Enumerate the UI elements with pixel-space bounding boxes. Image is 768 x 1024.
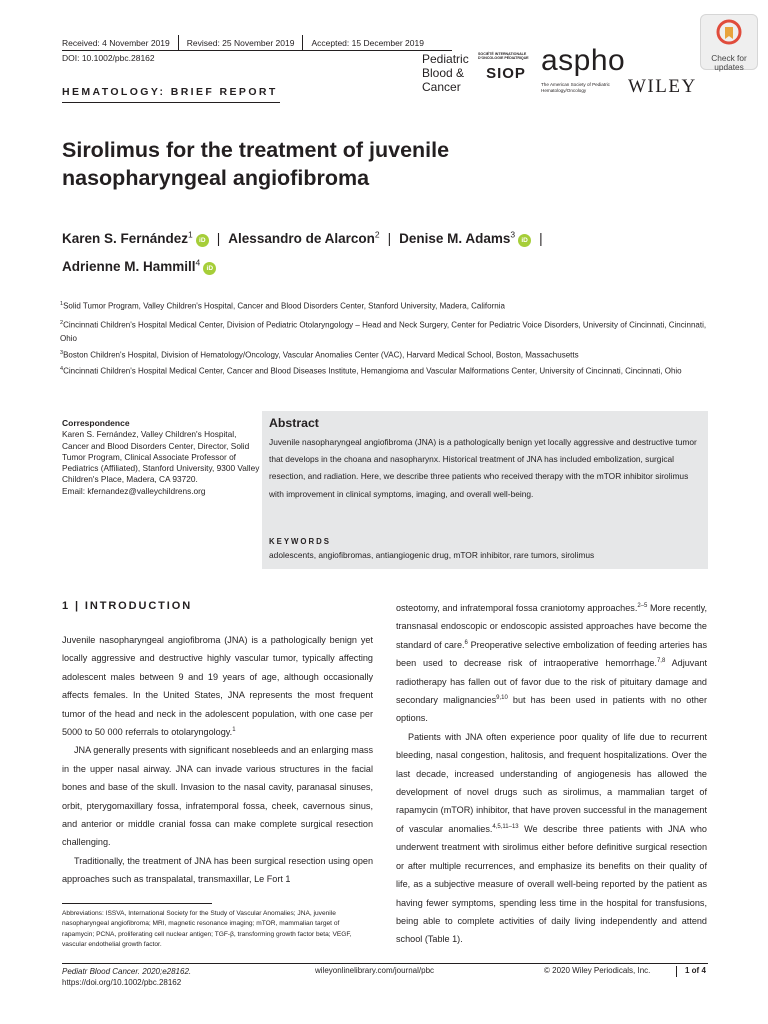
- citation[interactable]: 2–5: [637, 602, 648, 609]
- correspondence-body: Karen S. Fernández, Valley Children's Hospital, Cancer and Blood Disorders Center, Director, Solid Tumor Program, Clinical Associate Professor of Pediatrics (Affiliated), Stanford University, 9300 Valley Children's Place, Madera, CA 93720.: [62, 429, 260, 485]
- correspondence: [62, 418, 262, 497]
- paragraph: Patients with JNA often experience poor quality of life due to recurrent bleeding, nasal congestion, halitosis, and frequent hospitalizations. Over the last decade, increased understanding of angiogenesis has allowed the development of novel drugs such as sirolimus, a mammalian target of rapamycin (mTOR) inhibitor, that have proven successful in the management of vascular anomalies.$^{4,5,11-13}$ We describe three patients with JNA who underwent treatment with sirolimus either before definitive surgical resection or after multiple recurrences, and emphasize its benefits on their quality of life, as a subjective measure of overall well-being reported by the patient as having fewer symptoms, spending less time in the hospital for transfusions, being able to complete activities of daily living independently and attend school (Table 1).: [396, 731, 707, 945]
- pediatric-blood-cancer-logo: [422, 52, 469, 94]
- orcid-icon[interactable]: iD: [518, 234, 531, 247]
- citation[interactable]: 7,8: [656, 658, 666, 665]
- abstract-heading: Abstract: [269, 416, 319, 430]
- correspondence-email[interactable]: Email: kfernandez@valleychildrens.org: [62, 485, 206, 496]
- divider: [676, 966, 677, 977]
- aspho-subtitle: The American Society of Pediatric Hematology/Oncology: [541, 82, 610, 93]
- siop-logo: [480, 62, 532, 84]
- bookmark-icon: [716, 19, 742, 47]
- check-label: [701, 54, 757, 72]
- svg-text:SIOP: SIOP: [486, 65, 526, 82]
- section-label: HEMATOLOGY: BRIEF REPORT: [62, 86, 278, 98]
- logo-text: Blood &: [422, 66, 465, 80]
- logo-text: Cancer: [422, 80, 461, 94]
- correspondence-label: Correspondence: [62, 418, 130, 428]
- journal-site-link[interactable]: wileyonlinelibrary.com/journal/pbc: [315, 966, 435, 975]
- history-dates: [62, 35, 432, 51]
- aspho-logo: aspho: [541, 44, 626, 77]
- revised-date: Revised: 25 November 2019: [186, 38, 295, 48]
- divider: [302, 35, 303, 51]
- footer-citation: [62, 966, 191, 988]
- section-heading: 1 | INTRODUCTION: [62, 600, 193, 612]
- body-column-right: [396, 599, 707, 949]
- keywords: adolescents, angiofibromas, antiangiogenic drug, mTOR inhibitor, rare tumors, sirolimus: [269, 550, 595, 560]
- footer-doi-link[interactable]: https://doi.org/10.1002/pbc.28162: [62, 978, 182, 987]
- author-list: [62, 222, 702, 279]
- divider: |: [216, 230, 221, 246]
- doi[interactable]: DOI: 10.1002/pbc.28162: [62, 53, 155, 63]
- author[interactable]: Adrienne M. Hammill$^4$: [62, 257, 201, 274]
- author[interactable]: Alessandro de Alarcon$^2$: [228, 229, 380, 246]
- check-for-updates-button[interactable]: [700, 14, 758, 70]
- author[interactable]: Denise M. Adams$^3$: [399, 229, 516, 246]
- orcid-icon[interactable]: iD: [203, 262, 216, 275]
- footnote-rule: [62, 903, 212, 904]
- citation[interactable]: 9,10: [496, 695, 508, 701]
- affiliation: $^1$Solid Tumor Program, Valley Children's Hospital, Cancer and Blood Disorders Center, Stanford University, Madera, California: [60, 301, 505, 311]
- divider: [178, 35, 179, 51]
- paragraph: osteotomy, and infratemporal fossa craniotomy approaches.$^{2-5}$ More recently, transnasal endoscopic or endoscopic assisted approaches have become the standard of care.$^6$ Preoperative selective embolization of feeding arteries has been used to decrease risk of intraoperative hemorrhage.$^{7,8}$ Adjuvant radiotherapy has fallen out of favor due to the risk of pituitary damage and secondary malignancies$^{9,10}$ but has been used in patients with no other options.: [396, 602, 707, 724]
- article-title: Sirolimus for the treatment of juvenile nasopharyngeal angiofibroma: [62, 138, 450, 190]
- abbreviations-footnote: Abbreviations: ISSVA, International Society for the Study of Vascular Anomalies; JNA, juvenile nasopharyngeal angiofibroma; MRI, magnetic resonance imaging; mTOR, mammalian target of rapamycin; PCNA, proliferating cell nuclear antigen; TGF-β, transforming growth factor beta; VEGF, vascular endothelial growth factor.: [62, 910, 352, 948]
- journal-citation: Pediatr Blood Cancer. 2020;e28162.: [62, 967, 192, 976]
- body-column-left: [62, 631, 373, 889]
- logo-text: Pediatric: [422, 52, 469, 66]
- paragraph: Traditionally, the treatment of JNA has been surgical resection using open approaches such as transpalatal, transmaxillar, Le Fort 1: [62, 855, 373, 885]
- author[interactable]: Karen S. Fernández$^1$: [62, 229, 193, 246]
- divider: |: [387, 230, 392, 246]
- affiliation: $^4$Cincinnati Children's Hospital Medical Center, Cancer and Blood Diseases Institute, Hemangioma and Vascular Malformations Center, University of Cincinnati, Cincinnati, Ohio: [60, 366, 682, 376]
- wiley-logo: WILEY: [628, 76, 697, 97]
- copyright: © 2020 Wiley Periodicals, Inc.: [544, 966, 651, 975]
- page-number: 1 of 4: [685, 966, 706, 975]
- affiliation: $^2$Cincinnati Children's Hospital Medical Center, Division of Pediatric Otolaryngology – Head and Neck Surgery, Center for Pediatric Voice Disorders, University of Cincinnati, Cincinnati, Ohio: [60, 320, 707, 343]
- citation[interactable]: 6: [464, 639, 468, 646]
- abstract-text: Juvenile nasopharyngeal angiofibroma (JNA) is a pathologically benign yet locally aggressive and destructive tumor that develops in the choana and nasopharynx. Historical treatment of JNA has included embolization, surgical resection, and radiation. Here, we describe three patients who received therapy with the mTOR inhibitor sirolimus with improvement in clinical symptoms, imaging, and overall well-being.: [269, 437, 697, 499]
- paragraph: JNA generally presents with significant nosebleeds and an enlarging mass in the upper nasal airway. JNA can invade various structures in the facial bones and base of the skull. Invasion to the nasal cavity, paranasal sinuses, orbit, pterygomaxillary fossa, infratemporal fossa, cheek, cavernous sinus, and anterior or middle cranial fossa can make complete surgical resection challenging.: [62, 745, 373, 848]
- header-rule: [62, 50, 452, 51]
- check-text: Check for: [711, 53, 747, 63]
- divider: |: [539, 230, 543, 246]
- received-date: Received: 4 November 2019: [62, 38, 170, 48]
- citation[interactable]: 1: [232, 727, 236, 733]
- siop-logo-top-text: SOCIÉTÉ INTERNATIONALE D'ONCOLOGIE PÉDIATRIQUE: [478, 52, 529, 61]
- affiliation: $^3$Boston Children's Hospital, Division of Hematology/Oncology, Vascular Anomalies Center (VAC), Harvard Medical School, Boston, Massachusetts: [60, 350, 579, 360]
- accepted-date: Accepted: 15 December 2019: [311, 38, 424, 48]
- orcid-icon[interactable]: iD: [196, 234, 209, 247]
- footer-rule: [62, 963, 708, 964]
- citation[interactable]: 4,5,11–13: [492, 823, 519, 830]
- check-text: updates: [714, 62, 744, 72]
- section-rule: [62, 102, 280, 103]
- paragraph: Juvenile nasopharyngeal angiofibroma (JNA) is a pathologically benign yet locally aggressive and destructive highly vascular tumor, typically affecting adolescent males between 9 and 19 years of age, although occasionally affects females. In the United States, JNA represents the most frequent tumor of the head and neck in the adolescent population, with one case per 5000 to 50 000 referrals to otolaryngology.$^1$: [62, 635, 373, 738]
- keywords-label: KEYWORDS: [269, 537, 331, 546]
